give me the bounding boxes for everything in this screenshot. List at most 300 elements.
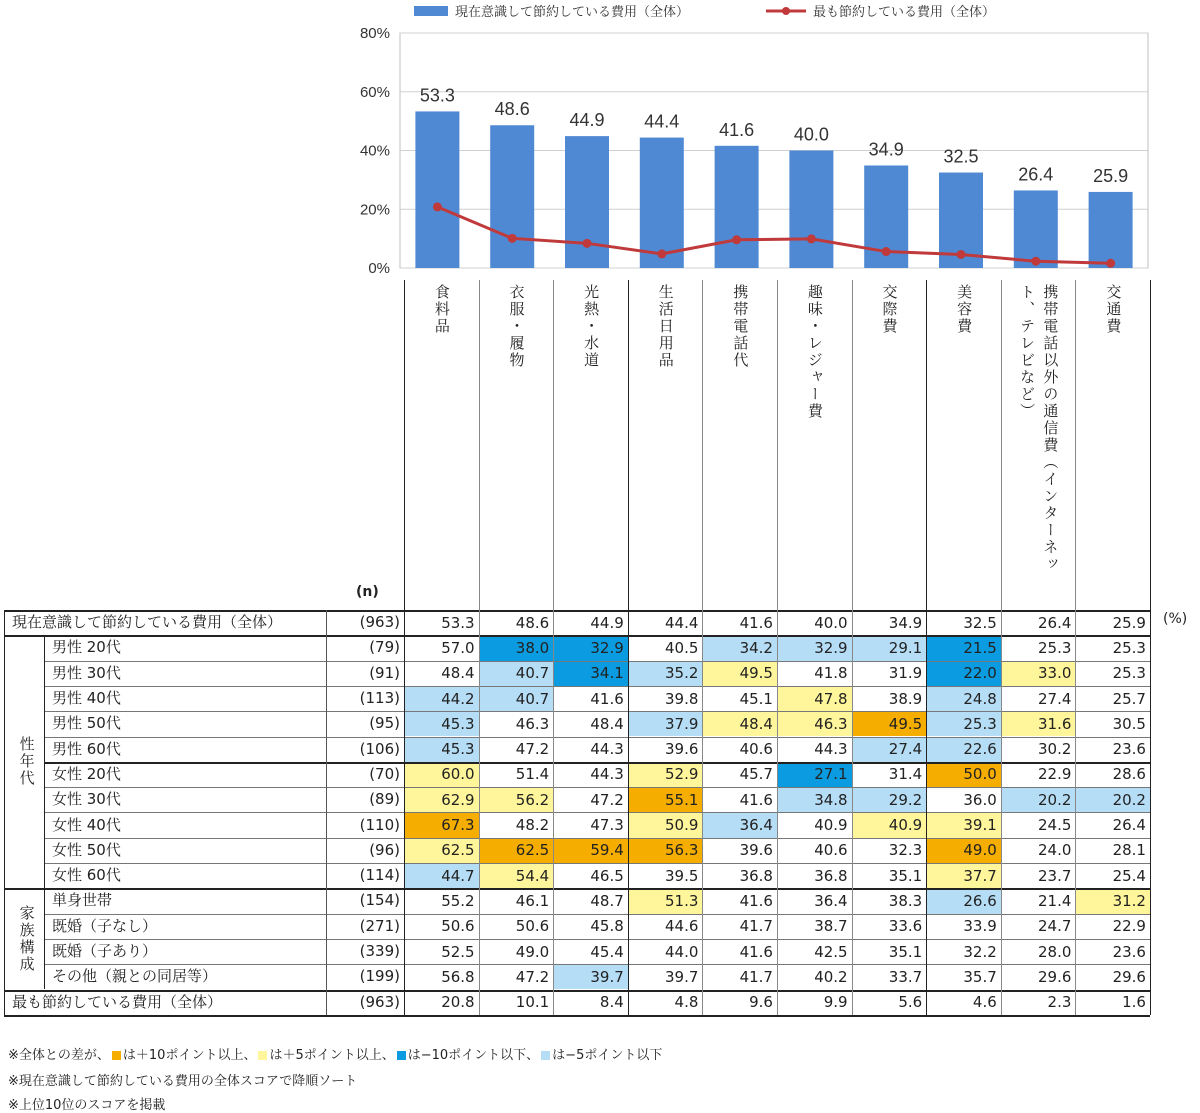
column-header-text: 光熱・水道 [582,284,601,369]
data-cell: 62.5 [480,839,554,863]
group-label-text: 性年代 [17,736,36,788]
group-divider [44,635,45,989]
data-cell: 45.8 [590,917,624,936]
data-cell: 40.2 [814,967,848,986]
data-cell: 45.1 [739,689,773,708]
swatch-minus10 [397,1051,406,1060]
data-cell: 46.1 [515,891,550,910]
bar [1014,190,1058,268]
header-divider [628,280,629,610]
data-cell: 25.3 [1037,638,1072,657]
data-cell: 50.0 [927,763,1001,787]
row-label: 男性 40代 [52,689,121,708]
section-divider [44,888,1150,890]
data-cell: 40.6 [814,841,848,860]
data-cell: 38.9 [888,689,923,708]
data-cell: 33.6 [888,917,923,936]
data-cell: 45.7 [739,765,773,784]
data-cell: 25.7 [1112,689,1146,708]
row-n: (106) [359,739,400,758]
footnote-text: は−5ポイント以下 [552,1048,663,1063]
row-divider [44,711,1150,712]
n-header: (n) [356,584,379,600]
data-label: 26.4 [1018,164,1054,185]
line-point [732,235,741,244]
row-label: 男性 60代 [52,739,121,758]
data-cell: 32.2 [963,942,997,961]
data-cell: 35.7 [963,967,997,986]
column-header [926,282,1001,606]
data-cell: 26.6 [927,889,1001,913]
column-header-text: 交際費 [880,284,899,335]
row-n: (96) [369,840,400,859]
row-divider [44,914,1150,915]
bar [490,125,534,268]
data-cell: 46.3 [515,714,550,733]
data-cell: 41.6 [739,790,773,809]
data-cell: 40.9 [814,816,848,835]
bar-line-chart [0,0,1200,290]
section-divider [44,762,1150,764]
row-n: (95) [369,714,400,733]
column-divider [479,610,480,1015]
column-header-text: 美容費 [955,284,974,335]
data-cell: 35.1 [888,942,923,961]
data-cell: 5.6 [898,993,923,1012]
row-divider [4,610,1150,612]
row-n: (154) [359,891,400,910]
data-cell: 1.6 [1122,993,1146,1012]
row-label: 女性 30代 [52,790,121,809]
data-cell: 4.6 [972,993,997,1012]
data-cell: 51.3 [629,889,703,913]
data-cell: 28.1 [1112,841,1146,860]
data-cell: 36.4 [703,813,777,837]
data-cell: 44.3 [814,740,848,759]
column-header [628,282,703,606]
data-cell: 39.5 [664,866,699,885]
bar [789,151,833,269]
footnote-text: は＋5ポイント以上、 [269,1048,395,1063]
data-cell: 44.2 [405,687,479,711]
data-cell: 28.0 [1037,942,1072,961]
header-divider [479,280,480,610]
data-cell: 45.4 [590,942,624,961]
summary-row-label: 現在意識して節約している費用（全体） [12,613,283,632]
data-cell: 22.9 [1037,765,1072,784]
data-cell: 35.2 [629,662,703,686]
row-label: 既婚（子なし） [52,916,158,935]
column-divider [1001,610,1002,1015]
data-cell: 33.9 [963,917,997,936]
header-divider [553,280,554,610]
data-cell: 20.2 [1076,788,1150,812]
row-label: 女性 20代 [52,764,121,783]
header-frame [404,280,405,610]
data-cell: 26.4 [1037,613,1072,632]
row-divider [4,990,1150,992]
data-cell: 48.7 [590,891,624,910]
data-cell: 20.8 [441,993,475,1012]
data-cell: 62.5 [405,839,479,863]
footnote-text: は−10ポイント以下、 [407,1048,540,1063]
line-point [508,234,517,243]
data-cell: 40.7 [480,687,554,711]
column-header-text: 衣服・履物 [507,284,526,369]
y-tick-label: 20% [359,201,390,219]
data-cell: 33.0 [1002,662,1076,686]
row-divider [44,686,1150,687]
footnote-text: は＋10ポイント以上、 [122,1048,257,1063]
data-cell: 30.2 [1037,740,1072,759]
column-header-text: 食料品 [432,284,451,335]
data-label: 41.6 [719,119,755,140]
row-n: (113) [359,689,400,708]
header-divider [926,280,927,610]
data-cell: 55.2 [441,891,475,910]
data-cell: 44.7 [405,864,479,888]
bar [565,136,609,268]
data-cell: 22.0 [927,662,1001,686]
row-label: 男性 30代 [52,663,121,682]
legend-marker [782,7,790,15]
data-cell: 52.5 [441,942,475,961]
data-cell: 41.6 [590,689,624,708]
bar [640,138,684,268]
data-cell: 27.1 [778,763,852,787]
data-cell: 28.6 [1112,765,1146,784]
column-header [479,282,554,606]
data-cell: 35.1 [888,866,923,885]
row-label: 男性 50代 [52,714,121,733]
column-divider [777,610,778,1015]
column-header-text: 生活日用品 [656,284,675,369]
footnote-legend [8,1044,662,1063]
column-divider [702,610,703,1015]
bar [1089,192,1133,268]
data-cell: 47.2 [590,790,624,809]
data-cell: 49.0 [515,942,550,961]
row-label: 女性 40代 [52,815,121,834]
bar [715,146,759,268]
column-header [1001,282,1076,606]
data-cell: 56.3 [629,839,703,863]
data-cell: 38.0 [480,636,554,660]
row-n: (70) [369,764,400,783]
data-cell: 31.4 [888,765,923,784]
row-label: 女性 60代 [52,866,121,885]
header-divider [1001,280,1002,610]
row-divider [44,964,1150,965]
column-header [702,282,777,606]
group-label [8,635,44,888]
data-cell: 39.1 [927,813,1001,837]
data-cell: 38.7 [814,917,848,936]
data-cell: 39.8 [664,689,699,708]
data-cell: 8.4 [599,993,624,1012]
data-cell: 48.4 [703,712,777,736]
data-label: 25.9 [1093,165,1129,186]
data-cell: 39.7 [664,967,699,986]
row-divider [4,1015,1150,1017]
data-cell: 37.7 [927,864,1001,888]
data-cell: 50.6 [441,917,475,936]
data-cell: 4.8 [674,993,699,1012]
line-point [807,234,816,243]
data-cell: 30.5 [1112,714,1146,733]
data-cell: 25.3 [1112,664,1146,683]
data-cell: 31.9 [888,664,923,683]
data-label: 53.3 [419,85,455,106]
data-cell: 44.3 [590,765,624,784]
data-cell: 40.9 [853,813,927,837]
column-header-text: 交通費 [1104,284,1123,335]
data-cell: 46.3 [778,712,852,736]
data-cell: 45.3 [405,712,479,736]
data-cell: 41.8 [814,664,848,683]
row-label: 女性 50代 [52,840,121,859]
column-header [404,282,479,606]
data-cell: 40.7 [480,662,554,686]
data-label: 40.0 [793,124,829,145]
column-divider [553,610,554,1015]
column-header-text: 携帯電話代 [731,284,750,369]
data-cell: 56.8 [441,967,475,986]
data-cell: 22.9 [1112,917,1146,936]
row-divider [44,939,1150,940]
data-cell: 29.1 [853,636,927,660]
data-cell: 53.3 [441,613,475,632]
data-cell: 24.8 [927,687,1001,711]
data-label: 32.5 [943,146,979,167]
row-n: (963) [359,613,400,632]
data-cell: 25.3 [927,712,1001,736]
row-n: (91) [369,663,400,682]
data-cell: 41.7 [739,967,773,986]
data-cell: 31.2 [1076,889,1150,913]
row-n: (79) [369,638,400,657]
column-header [852,282,927,606]
data-cell: 23.6 [1112,740,1146,759]
swatch-minus5 [541,1051,550,1060]
data-cell: 47.2 [515,967,550,986]
data-cell: 32.9 [778,636,852,660]
column-header [1075,282,1150,606]
data-cell: 24.0 [1037,841,1072,860]
data-cell: 49.0 [927,839,1001,863]
data-cell: 47.8 [778,687,852,711]
data-cell: 45.3 [405,738,479,762]
data-cell: 44.0 [664,942,699,961]
data-cell: 36.0 [963,790,997,809]
row-divider [44,787,1150,788]
line-point [1031,257,1040,266]
data-cell: 29.6 [1037,967,1072,986]
data-cell: 41.6 [739,942,773,961]
data-cell: 25.9 [1112,613,1146,632]
group-label [8,888,44,989]
data-cell: 48.2 [515,816,550,835]
column-header [553,282,628,606]
row-n: (963) [359,992,400,1011]
data-cell: 34.1 [554,662,628,686]
data-cell: 34.9 [888,613,923,632]
row-divider [44,661,1150,662]
data-cell: 27.4 [1037,689,1072,708]
legend-swatch-bar [414,6,448,16]
row-divider [4,635,1150,637]
row-n: (110) [359,815,400,834]
column-header [777,282,852,606]
row-label: 男性 20代 [52,638,121,657]
line-point [583,239,592,248]
data-cell: 24.7 [1037,917,1072,936]
data-cell: 55.1 [629,788,703,812]
line-point [957,250,966,259]
header-divider [777,280,778,610]
data-cell: 32.5 [963,613,997,632]
column-header-text: 趣味・レジャー費 [805,284,824,420]
data-cell: 50.9 [629,813,703,837]
data-cell: 52.9 [629,763,703,787]
data-cell: 34.8 [778,788,852,812]
data-cell: 40.0 [814,613,848,632]
data-cell: 46.5 [590,866,624,885]
header-divider [852,280,853,610]
row-divider [44,838,1150,839]
data-cell: 44.6 [664,917,699,936]
data-cell: 47.3 [590,816,624,835]
data-cell: 2.3 [1047,993,1072,1012]
data-cell: 9.6 [749,993,773,1012]
data-cell: 36.8 [814,866,848,885]
column-header-text: 携帯電話以外の通信費（インターネット、テレビなど） [1018,284,1060,573]
row-label: 単身世帯 [52,891,113,910]
data-cell: 41.6 [739,613,773,632]
data-cell: 38.3 [888,891,923,910]
data-cell: 22.6 [927,738,1001,762]
header-frame [1150,280,1151,610]
column-divider [852,610,853,1015]
group-label-text: 家族構成 [17,904,36,973]
n-divider [326,610,327,1015]
row-n: (271) [359,916,400,935]
column-divider [628,610,629,1015]
data-cell: 60.0 [405,763,479,787]
row-n: (89) [369,790,400,809]
swatch-plus10 [112,1051,121,1060]
data-cell: 50.6 [515,917,550,936]
data-cell: 48.4 [441,664,475,683]
header-divider [1075,280,1076,610]
line-point [1106,259,1115,268]
row-divider [44,863,1150,864]
data-label: 44.4 [644,111,680,132]
data-cell: 29.2 [853,788,927,812]
data-label: 44.9 [569,110,605,131]
data-cell: 9.9 [823,993,848,1012]
bar [415,111,459,268]
data-cell: 59.4 [554,839,628,863]
data-cell: 37.9 [629,712,703,736]
data-cell: 67.3 [405,813,479,837]
y-tick-label: 0% [368,260,390,277]
row-label: その他（親との同居等） [52,967,218,986]
legend-label: 現在意識して節約している費用（全体） [455,5,690,20]
data-cell: 41.6 [739,891,773,910]
data-cell: 31.6 [1002,712,1076,736]
y-tick-label: 60% [359,83,390,101]
footnote-text: ※全体との差が、 [8,1048,110,1063]
data-cell: 57.0 [441,638,475,657]
data-cell: 32.3 [888,841,923,860]
row-n: (199) [359,967,400,986]
data-cell: 48.4 [590,714,624,733]
line-point [882,247,891,256]
legend-label: 最も節約している費用（全体） [813,5,996,20]
header-divider [702,280,703,610]
data-cell: 26.4 [1112,816,1146,835]
data-label: 48.6 [494,99,530,120]
data-cell: 48.6 [515,613,550,632]
data-cell: 25.4 [1112,866,1146,885]
data-cell: 24.5 [1037,816,1072,835]
data-cell: 23.7 [1037,866,1072,885]
row-label: 既婚（子あり） [52,942,158,961]
y-tick-label: 80% [359,25,390,42]
data-cell: 42.5 [814,942,848,961]
row-n: (114) [359,866,400,885]
column-divider [1075,610,1076,1015]
data-cell: 21.4 [1037,891,1072,910]
row-n: (339) [359,942,400,961]
data-cell: 56.2 [480,788,554,812]
line-point [433,202,442,211]
data-cell: 34.2 [703,636,777,660]
data-cell: 44.9 [590,613,624,632]
unit-label: (%) [1163,611,1188,627]
line-point [657,249,666,258]
data-cell: 39.6 [739,841,773,860]
data-cell: 39.6 [664,740,699,759]
data-cell: 10.1 [515,993,550,1012]
y-tick-label: 40% [359,142,390,160]
data-cell: 39.7 [554,965,628,989]
data-label: 34.9 [868,139,904,160]
data-cell: 27.4 [853,738,927,762]
data-cell: 44.4 [664,613,699,632]
data-cell: 23.6 [1112,942,1146,961]
data-cell: 20.2 [1002,788,1076,812]
row-divider [44,737,1150,738]
data-cell: 29.6 [1112,967,1146,986]
data-cell: 51.4 [515,765,550,784]
table-border [404,610,405,1015]
data-cell: 33.7 [888,967,923,986]
data-cell: 47.2 [515,740,550,759]
data-cell: 25.3 [1112,638,1146,657]
data-cell: 62.9 [405,788,479,812]
data-cell: 32.9 [554,636,628,660]
data-cell: 49.5 [703,662,777,686]
data-cell: 54.4 [480,864,554,888]
data-cell: 40.6 [739,740,773,759]
data-cell: 44.3 [590,740,624,759]
data-cell: 41.7 [739,917,773,936]
table-border [4,610,5,1015]
footnote-top10: ※上位10位のスコアを掲載 [8,1098,166,1113]
swatch-plus5 [258,1051,267,1060]
